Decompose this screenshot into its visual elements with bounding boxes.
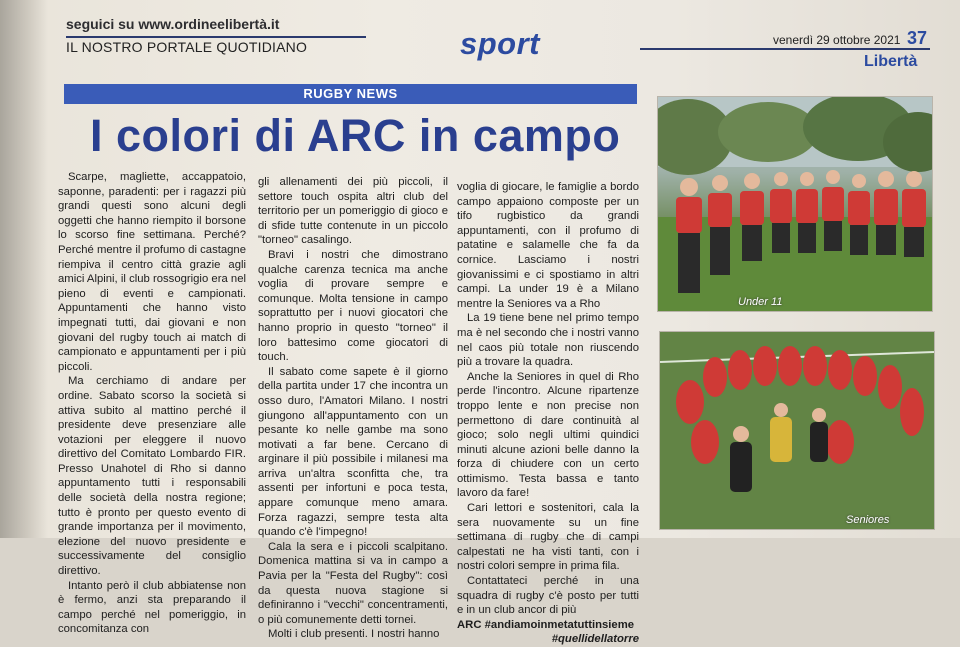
under-11-illustration (658, 97, 932, 311)
masthead-site: seguici su www.ordineelibertà.it (66, 16, 280, 32)
hashtag-secondary: #quellidellatorre (551, 633, 639, 646)
paragraph: Scarpe, magliette, accappatoio, saponne, paradenti: per i ragazzi più grandi questi sono alcuni degli oggetti che hanno riempito il borsone lo scorso fine settimana. Perché? Perché mentre il profumo di castagne riempiva il centro città grazie agli amici Alpini, il club rossogrigio era nel pieno di eventi e campionati. Appuntamenti che hanno visto impegnati tutti, dai giovani e non giovani del rugby touch ai match di campionato e appuntamenti per i più piccoli. (58, 171, 246, 373)
article-kicker: RUGBY NEWS (64, 84, 637, 104)
paragraph: Contattateci perché in una squadra di rugby c'è posto per tutti e in un club ancor di più (457, 575, 639, 617)
hashtag-primary: #andiamoinmetatuttinsieme (484, 618, 635, 631)
masthead-rule (66, 36, 366, 38)
article-column-3 (457, 180, 639, 647)
paragraph: Ma cerchiamo di andare per ordine. Sabato scorso la società si attiva subito al mattino perché il presidente deve presenziare alle votazioni per eleggere il nuovo direttivo del Comitato Lombardo FIR. Presso Unahotel di Rho si danno appuntamento tutti i responsabili delle società della nostra regione; tutto è pronto per questo evento di grande importanza per il movimento, elezione del nuovo presidente e successivamente del consiglio direttivo. (58, 375, 246, 578)
paragraph: voglia di giocare, le famiglie a bordo campo appaiono composte per un tifo rugbistico da grandi appuntamenti, con il profumo di patatine e salamelle che fa da cornice. Lasciamo i nostri giovanissimi e ci spostiamo in altri campi. La under 19 è a Milano mentre la Seniores va a Rho (457, 181, 639, 310)
paragraph: La 19 tiene bene nel primo tempo ma è nel secondo che i nostri vanno nel caos più totale non riuscendo più a trovare la quadra. (457, 312, 639, 369)
section-title: sport (460, 26, 540, 61)
photo-caption-under-11: Under 11 (738, 296, 783, 308)
article-signoff (457, 618, 639, 633)
masthead-rule-right (640, 48, 930, 50)
newspaper-name: Libertà (864, 53, 918, 70)
paragraph: Molti i club presenti. I nostri hanno (268, 628, 440, 641)
signoff-text: ARC (457, 618, 482, 631)
page-number: 37 (907, 28, 928, 48)
paragraph: Bravi i nostri che dimostrano qualche carenza tecnica ma anche voglia di provare sempre e comunque. Molta tensione in campo soprattutto per i nuovi giocatori che hanno proprio in questo "torneo" il loro battesimo come giocatori di touch. (258, 248, 448, 364)
paragraph: Intanto però il club abbiatense non è fermo, anzi sta preparando il campo perché nel pomeriggio, in concomitanza con (58, 579, 246, 636)
photo-caption-seniores: Seniores (846, 514, 890, 526)
photo-seniores-team (659, 331, 935, 530)
paragraph: Anche la Seniores in quel di Rho perde l'incontro. Alcune ripartenze troppo lente e non precise non permettono di dare continuità al gioco; solo negli ultimi quindici minuti alcune azioni belle danno la forza di chiudere con un certo ottimismo. Testa bassa e tanto lavoro da fare! (457, 370, 639, 500)
article-column-1 (58, 170, 246, 637)
article-column-2 (258, 175, 448, 642)
issue-date: venerdì 29 ottobre 2021 (773, 33, 901, 47)
page-gutter-shadow (0, 0, 48, 538)
paragraph: Cari lettori e sostenitori, cala la sera nuovamente su un fine settimana di rugby che di campi calpestati ne ha visti tanti, con i nostri colori sempre in prima fila. (457, 502, 639, 573)
paragraph: gli allenamenti dei più piccoli, il settore touch ospita altri club del territorio per un pomeriggio di gioco e di sfide tutte contenute in un piccolo "torneo" casalingo. (258, 176, 448, 247)
seniores-illustration (660, 332, 934, 529)
photo-under-11-team (657, 96, 933, 312)
article-headline: I colori di ARC in campo (90, 110, 621, 161)
paragraph: Cala la sera e i piccoli scalpitano. Domenica mattina si va in campo a Pavia per la "Festa del Rugby": così da questa nuova stagione si definiranno i "vecchi" concentramenti, o più comunemente detti tornei. (258, 540, 448, 626)
masthead-tagline: IL NOSTRO PORTALE QUOTIDIANO (66, 39, 308, 55)
paragraph: Il sabato come sapete è il giorno della partita under 17 che incontra un osso duro, l'Amatori Milano. I nostri giungono all'appuntamento con un pesante ko nelle gambe ma sono motivati a far bene. Cercano di arginare il più possibile i milanesi ma arriva un'altra sconfitta che, tra assenti per infortuni e poca testa, appare comunque meno amara. Forza ragazzi, sempre testa alta quando c'è l'impegno! (258, 365, 448, 539)
